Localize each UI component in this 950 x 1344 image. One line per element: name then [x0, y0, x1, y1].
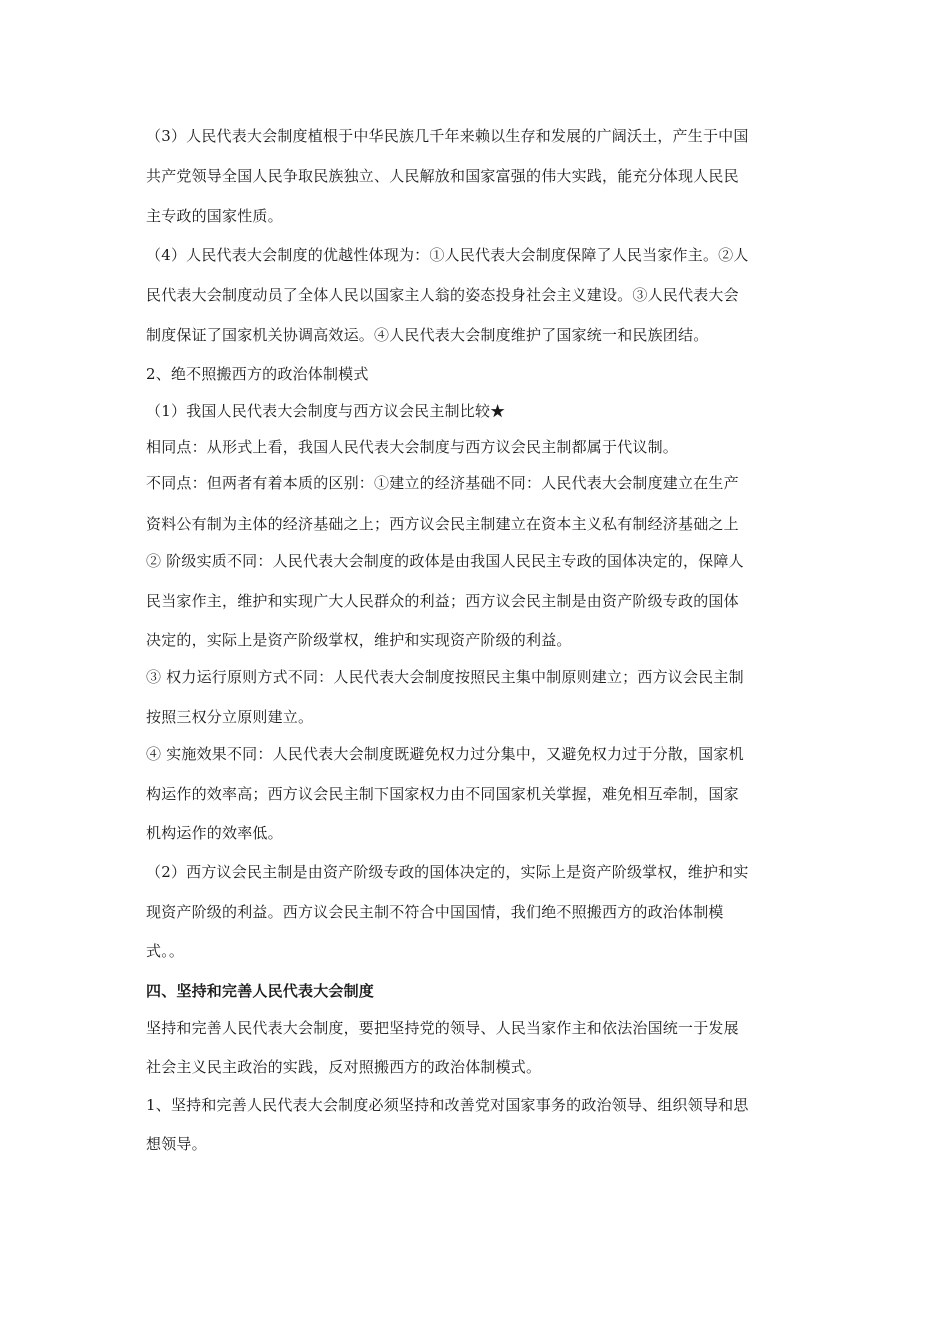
paragraph-3-line-1: （3）人民代表大会制度植根于中华民族几千年来赖以生存和发展的广阔沃土，产生于中国 [146, 127, 749, 145]
item-1-line-1: 1、坚持和完善人民代表大会制度必须坚持和改善党对国家事务的政治领导、组织领导和思 [146, 1096, 749, 1114]
section-4-intro-line-2: 社会主义民主政治的实践，反对照搬西方的政治体制模式。 [146, 1058, 542, 1076]
paragraph-4-line-2: 民代表大会制度动员了全体人民以国家主人翁的姿态投身社会主义建设。③人民代表大会 [146, 286, 739, 304]
paragraph-2-line-2: 现资产阶级的利益。西方议会民主制不符合中国国情，我们绝不照搬西方的政治体制模 [146, 903, 724, 921]
power-principle-line-2: 按照三权分立原则建立。 [146, 708, 314, 726]
class-nature-line-2: 民当家作主，维护和实现广大人民群众的利益；西方议会民主制是由资产阶级专政的国体 [146, 592, 739, 610]
class-nature-line-1: ② 阶级实质不同：人民代表大会制度的政体是由我国人民民主专政的国体决定的，保障人 [146, 552, 744, 570]
paragraph-3-line-3: 主专政的国家性质。 [146, 207, 283, 225]
effect-line-3: 机构运作的效率低。 [146, 824, 283, 842]
paragraph-2-line-1: （2）西方议会民主制是由资产阶级专政的国体决定的，实际上是资产阶级掌权，维护和实 [146, 863, 749, 881]
section-4-intro-line-1: 坚持和完善人民代表大会制度，要把坚持党的领导、人民当家作主和依法治国统一于发展 [146, 1019, 739, 1037]
class-nature-line-3: 决定的，实际上是资产阶级掌权，维护和实现资产阶级的利益。 [146, 631, 572, 649]
comparison-heading: （1）我国人民代表大会制度与西方议会民主制比较★ [146, 402, 506, 420]
effect-line-1: ④ 实施效果不同：人民代表大会制度既避免权力过分集中，又避免权力过于分散，国家机 [146, 745, 744, 763]
paragraph-4-line-3: 制度保证了国家机关协调高效运。④人民代表大会制度维护了国家统一和民族团结。 [146, 326, 709, 344]
effect-line-2: 构运作的效率高；西方议会民主制下国家权力由不同国家机关掌握，难免相互牵制，国家 [146, 785, 739, 803]
power-principle-line-1: ③ 权力运行原则方式不同：人民代表大会制度按照民主集中制原则建立；西方议会民主制 [146, 668, 744, 686]
section-4-heading: 四、坚持和完善人民代表大会制度 [146, 982, 375, 1000]
similarity-line: 相同点：从形式上看，我国人民代表大会制度与西方议会民主制都属于代议制。 [146, 438, 679, 456]
section-2-heading: 2、绝不照搬西方的政治体制模式 [146, 365, 369, 383]
item-1-line-2: 想领导。 [146, 1135, 207, 1153]
paragraph-2-line-3: 式。。 [146, 942, 185, 960]
difference-line-1: 不同点：但两者有着本质的区别：①建立的经济基础不同：人民代表大会制度建立在生产 [146, 474, 739, 492]
paragraph-4-line-1: （4）人民代表大会制度的优越性体现为：①人民代表大会制度保障了人民当家作主。②人 [146, 246, 749, 264]
paragraph-3-line-2: 共产党领导全国人民争取民族独立、人民解放和国家富强的伟大实践，能充分体现人民民 [146, 167, 739, 185]
difference-line-2: 资料公有制为主体的经济基础之上；西方议会民主制建立在资本主义私有制经济基础之上 [146, 515, 739, 533]
